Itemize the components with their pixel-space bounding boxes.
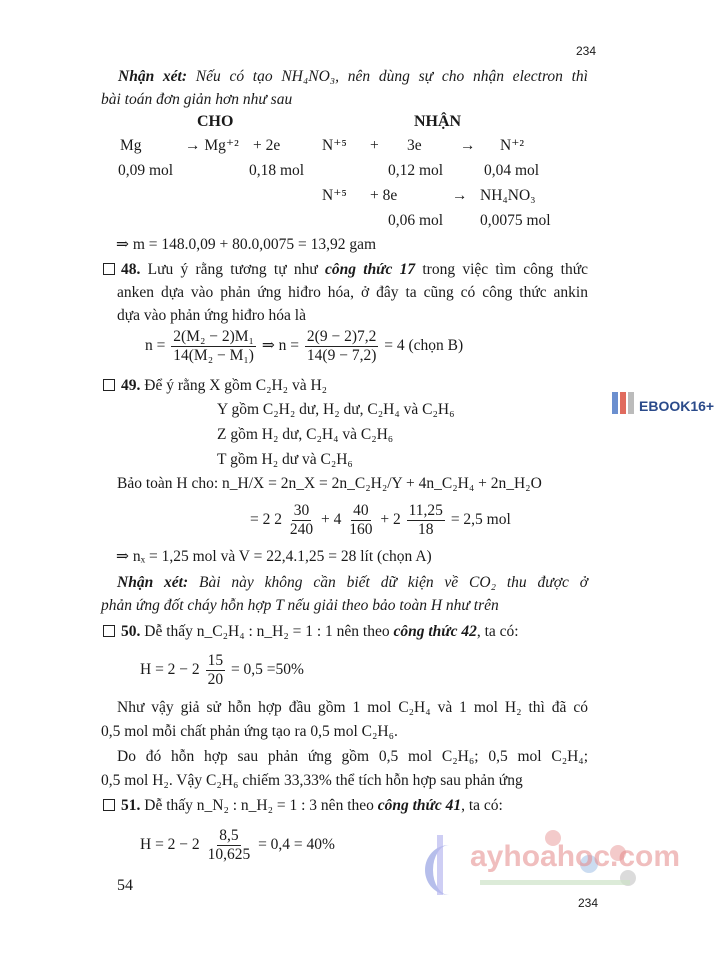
denominator: 160: [349, 520, 373, 538]
q48-line1: [103, 261, 588, 280]
fraction: [288, 502, 315, 539]
denominator: 18: [418, 520, 434, 538]
numerator: 8,5: [219, 827, 239, 844]
formula-text: + 4: [321, 510, 342, 528]
q-text: Để ý rằng X gồm C₂H₂ và H₂: [140, 377, 328, 394]
page-number-top: 234: [576, 44, 597, 58]
q49-t: T gồm H₂ dư và C₂H₆: [217, 451, 353, 468]
e2: + 2e: [253, 137, 281, 154]
q49-z: Z gồm H₂ dư, C₂H₄ và C₂H₆: [217, 426, 394, 443]
logo-text: EBOOK16+: [639, 398, 714, 414]
denominator: 14(9 − 7,2): [306, 346, 377, 364]
mol-1: 0,09 mol: [118, 162, 174, 179]
ebook-logo: [612, 392, 714, 414]
denominator: 20: [207, 670, 224, 688]
numerator: 40: [353, 502, 369, 519]
formula-text: = 2,5 mol: [450, 510, 511, 528]
formula-text: ⇒ n =: [261, 336, 300, 354]
n2: N⁺²: [500, 137, 525, 154]
q48-line3: dựa vào phản ứng hiđro hóa là: [117, 307, 306, 324]
mass-result: ⇒ m = 148.0,09 + 80.0,0075 = 13,92 gam: [116, 236, 377, 253]
watermark-tagline: [480, 880, 630, 885]
nh4no3: NH₄NO₃: [480, 187, 536, 204]
q49-line1: [103, 377, 327, 396]
watermark-page: 234: [578, 896, 599, 910]
q-text: , ta có:: [461, 797, 503, 814]
q48-line2: anken dựa vào phản ứng hiđro hóa, ở đây ta cũng có công thức ankin: [117, 284, 588, 301]
numerator: 11,25: [408, 502, 443, 519]
formula-text: H = 2 − 2: [140, 835, 200, 853]
note-label: Nhận xét:: [117, 574, 189, 591]
note-2-line2: phản ứng đốt cháy hỗn hợp T nếu giải theo bảo toàn H như trên: [101, 597, 499, 614]
checkbox-icon: [103, 625, 115, 637]
fraction: [206, 827, 253, 864]
pencil-icon: [612, 392, 618, 414]
q-text: , ta có:: [476, 623, 519, 640]
q49-conclusion: ⇒ nₓ = 1,25 mol và V = 22,4.1,25 = 28 lít (chọn A): [116, 548, 432, 565]
q-text: Dễ thấy n_C₂H₄ : n_H₂ = 1 : 1 nên theo: [140, 623, 394, 640]
numerator: 2(M₂ − 2)M₁: [173, 328, 254, 345]
q-text: Dễ thấy n_N₂ : n_H₂ = 1 : 3 nên theo: [140, 797, 378, 814]
formula-text: = 0,4 = 40%: [258, 835, 335, 853]
n5-b: N⁺⁵: [322, 187, 347, 204]
fraction: [171, 328, 256, 365]
fraction: [206, 652, 226, 689]
pencil-icon: [620, 392, 626, 414]
arrow: →: [460, 137, 476, 154]
denominator: 14(M₂ − M₁): [173, 346, 254, 364]
note-label: Nhận xét:: [118, 68, 188, 85]
q49-bt: Bảo toàn H cho: n_H/X = 2n_X = 2n_C₂H₂/Y + 4n_C₂H₄ + 2n_H₂O: [117, 475, 542, 492]
mg: Mg: [120, 137, 142, 154]
numerator: 30: [293, 502, 310, 519]
q-number: 51.: [121, 797, 141, 814]
watermark-text: ayhoahoc.com: [470, 840, 681, 873]
arrow-2: →: [452, 187, 468, 204]
q49-y: Y gồm C₂H₂ dư, H₂ dư, C₂H₄ và C₂H₆: [217, 401, 455, 418]
formula-text: = 2 2: [250, 510, 282, 528]
nhan-heading: NHẬN: [414, 113, 462, 130]
note-1: [118, 68, 588, 87]
q50-line1: [103, 623, 519, 642]
e3: 3e: [407, 137, 422, 154]
q50-p1b: 0,5 mol mỗi chất phản ứng tạo ra 0,5 mol C₂H₆.: [101, 723, 398, 740]
formula-text: = 4 (chọn B): [384, 336, 464, 354]
mol-4: 0,04 mol: [484, 162, 540, 179]
plus: +: [370, 137, 379, 154]
checkbox-icon: [103, 799, 115, 811]
q51-formula: [140, 827, 335, 864]
mol-2: 0,18 mol: [249, 162, 305, 179]
formula-text: + 2: [380, 510, 401, 528]
pencil-icon: [628, 392, 634, 414]
mol-6: 0,0075 mol: [480, 212, 551, 229]
fraction: [305, 328, 378, 365]
e8: + 8e: [370, 187, 398, 204]
mol-3: 0,12 mol: [388, 162, 444, 179]
q49-eq: [250, 502, 511, 539]
watermark-arc: [425, 845, 473, 895]
formula-text: n =: [145, 336, 166, 354]
watermark-bar: [437, 835, 443, 895]
n5: N⁺⁵: [322, 137, 347, 154]
checkbox-icon: [103, 263, 115, 275]
page-number-bottom: 54: [117, 877, 133, 894]
cho-heading: CHO: [197, 113, 234, 130]
mol-5: 0,06 mol: [388, 212, 444, 229]
formula-text: H = 2 − 2: [140, 660, 200, 678]
note-2: [117, 574, 588, 593]
q-number: 48.: [121, 261, 141, 278]
q-number: 50.: [121, 623, 141, 640]
numerator: 15: [207, 652, 224, 669]
note-text: Nếu có tạo NH₄NO₃, nên dùng sự cho nhận electron thì: [187, 68, 588, 85]
denominator: 10,625: [207, 845, 251, 863]
q-number: 49.: [121, 377, 141, 394]
q-emphasis: công thức 42: [393, 623, 477, 640]
fraction: [347, 502, 374, 539]
q51-line1: [103, 797, 503, 816]
q-emphasis: công thức 17: [325, 261, 416, 278]
denominator: 240: [289, 520, 314, 538]
q-text: Lưu ý rằng tương tự như: [140, 261, 326, 278]
numerator: 2(9 − 2)7,2: [306, 328, 377, 345]
mg-ion: → Mg⁺²: [185, 137, 239, 154]
q-emphasis: công thức 41: [377, 797, 462, 814]
q50-p2a: Do đó hỗn hợp sau phản ứng gồm 0,5 mol C₂H₆; 0,5 mol C₂H₄;: [117, 748, 588, 765]
fraction: [407, 502, 445, 539]
q50-p2b: 0,5 mol H₂. Vậy C₂H₆ chiếm 33,33% thể tích hỗn hợp sau phản ứng: [101, 772, 523, 789]
q50-p1a: Như vậy giả sử hỗn hợp đầu gồm 1 mol C₂H₄ và 1 mol H₂ thì đã có: [117, 699, 588, 716]
checkbox-icon: [103, 379, 115, 391]
q48-formula: [145, 328, 463, 365]
q-text: trong việc tìm công thức: [415, 261, 589, 278]
note-text: Bài này không cần biết dữ kiện về CO₂ thu được ở: [188, 574, 588, 591]
formula-text: = 0,5 =50%: [230, 660, 304, 678]
q50-formula: [140, 652, 304, 689]
note-1-line2: bài toán đơn giản hơn như sau: [101, 91, 293, 108]
